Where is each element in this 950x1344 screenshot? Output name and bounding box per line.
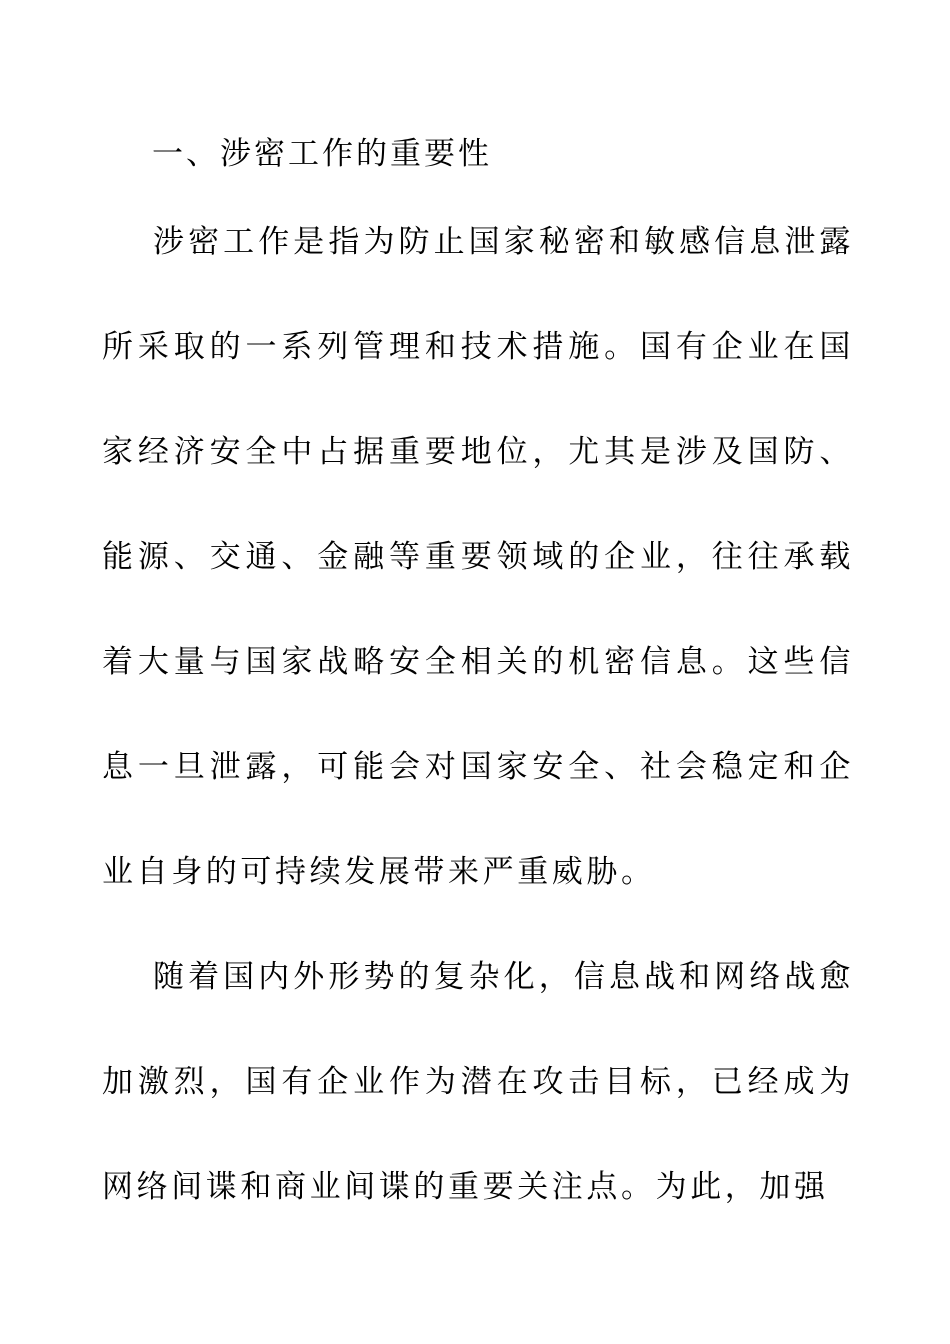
section-heading: 一、涉密工作的重要性 [152,136,492,172]
paragraph-1: 涉密工作是指为防止国家秘密和敏感信息泄露所采取的一系列管理和技术措施。国有企业在国家经济安全中占据重要地位，尤其是涉及国防、能源、交通、金融等重要领域的企业，往往承载着大量与国家战略安全相关的机密信息。这些信息一旦泄露，可能会对国家安全、社会稳定和企业自身的可持续发展带来严重威胁。 [102,224,854,890]
paragraph-2: 随着国内外形势的复杂化，信息战和网络战愈加激烈，国有企业作为潜在攻击目标，已经成为网络间谍和商业间谍的重要关注点。为此，加强 [102,959,854,1205]
